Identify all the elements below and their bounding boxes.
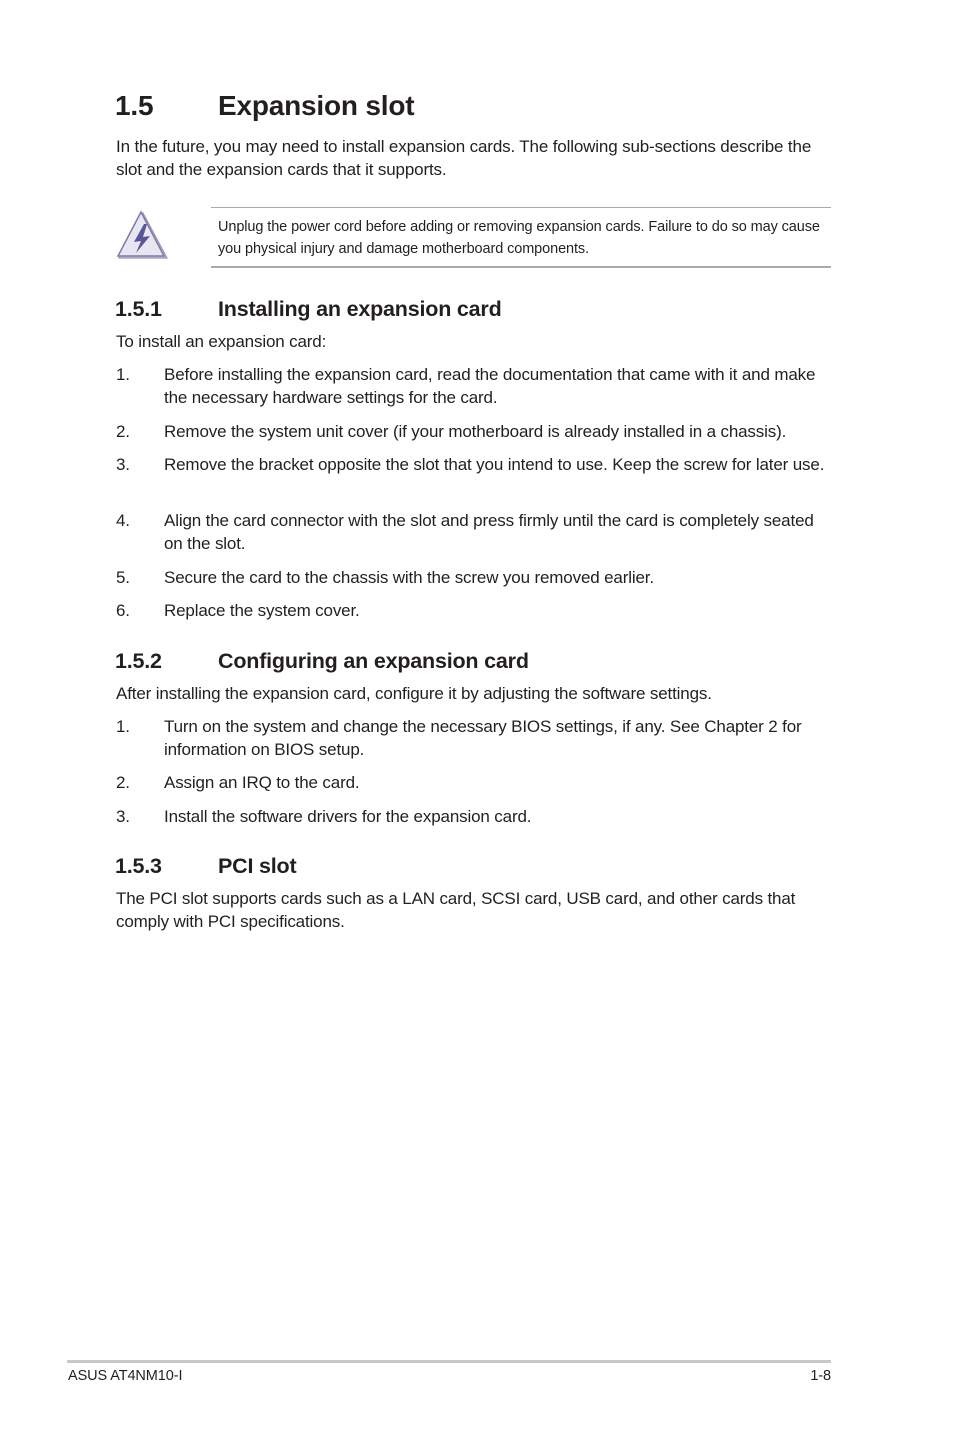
- warning-top-rule: [211, 207, 831, 208]
- list-text: Install the software drivers for the expansion card.: [164, 807, 532, 826]
- footer-product: ASUS AT4NM10-I: [68, 1368, 183, 1384]
- list-number: 4.: [116, 511, 130, 530]
- list-number: 6.: [116, 601, 130, 620]
- subsection-number: 1.5.1: [115, 297, 162, 321]
- footer-rule: [67, 1360, 831, 1363]
- section-intro: In the future, you may need to install expansion cards. The following sub-sections describe the slot and the expansion cards that it supports.: [116, 137, 812, 179]
- list-number: 3.: [116, 807, 130, 826]
- subsection-lead: To install an expansion card:: [116, 332, 327, 351]
- page-number: 1-8: [810, 1368, 831, 1384]
- warning-lightning-icon: [114, 210, 170, 262]
- list-text: Assign an IRQ to the card.: [164, 773, 360, 792]
- list-text: Align the card connector with the slot and press firmly until the card is completely seated on the slot.: [164, 511, 814, 553]
- list-text: Remove the bracket opposite the slot that you intend to use. Keep the screw for later use.: [164, 455, 825, 474]
- list-text: Replace the system cover.: [164, 601, 360, 620]
- list-number: 5.: [116, 568, 130, 587]
- warning-icon: [114, 210, 170, 262]
- list-text: Remove the system unit cover (if your motherboard is already installed in a chassis).: [164, 422, 787, 441]
- subsection-lead: After installing the expansion card, configure it by adjusting the software settings.: [116, 684, 712, 703]
- list-number: 2.: [116, 773, 130, 792]
- list-number: 3.: [116, 455, 130, 474]
- warning-text: Unplug the power cord before adding or removing expansion cards. Failure to do so may cause you physical injury and damage motherboard components.: [218, 219, 820, 257]
- section-number: 1.5: [115, 90, 154, 121]
- list-text: Before installing the expansion card, read the documentation that came with it and make the necessary hardware settings for the card.: [164, 365, 816, 407]
- list-number: 1.: [116, 365, 130, 384]
- subsection-number: 1.5.2: [115, 649, 162, 673]
- list-number: 2.: [116, 422, 130, 441]
- list-number: 1.: [116, 717, 130, 736]
- subsection-title: Installing an expansion card: [218, 297, 502, 321]
- subsection-body: The PCI slot supports cards such as a LAN card, SCSI card, USB card, and other cards that comply with PCI specifications.: [116, 889, 796, 931]
- list-text: Secure the card to the chassis with the screw you removed earlier.: [164, 568, 654, 587]
- subsection-number: 1.5.3: [115, 854, 162, 878]
- section-title: Expansion slot: [218, 90, 415, 121]
- list-text: Turn on the system and change the necessary BIOS settings, if any. See Chapter 2 for information on BIOS setup.: [164, 717, 802, 759]
- subsection-title: PCI slot: [218, 854, 297, 878]
- subsection-title: Configuring an expansion card: [218, 649, 529, 673]
- warning-bottom-rule: [211, 266, 831, 268]
